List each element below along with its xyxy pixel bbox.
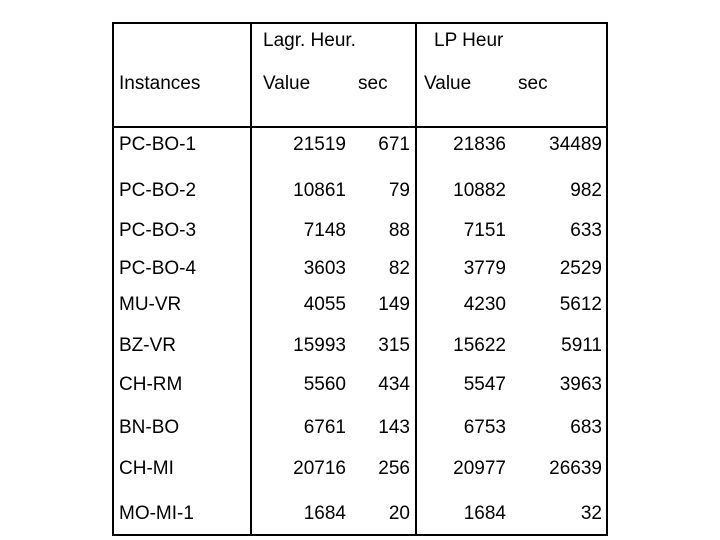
- header-lp-sec: sec: [518, 73, 548, 94]
- row-lagr-value: 3603: [303, 258, 346, 279]
- row-lagr-sec: 88: [388, 220, 410, 241]
- row-lp-sec: 5911: [561, 335, 602, 356]
- row-lagr-sec: 315: [378, 335, 410, 356]
- row-lagr-sec: 143: [378, 417, 410, 438]
- row-lp-value: 5547: [463, 374, 506, 395]
- column-divider-lagr-lp: [415, 24, 417, 534]
- row-lp-sec: 34489: [549, 134, 602, 155]
- row-instance: PC-BO-1: [119, 134, 197, 155]
- row-lagr-value: 4055: [303, 294, 346, 315]
- results-table: [112, 22, 608, 536]
- header-instances: Instances: [119, 73, 201, 94]
- row-instance: BZ-VR: [119, 335, 176, 356]
- row-lagr-value: 6761: [303, 417, 346, 438]
- row-lp-sec: 3963: [559, 374, 602, 395]
- row-lp-value: 20977: [453, 458, 506, 479]
- row-lp-sec: 683: [570, 417, 602, 438]
- row-lp-sec: 633: [570, 220, 602, 241]
- row-lagr-value: 7148: [303, 220, 346, 241]
- row-lp-value: 1684: [463, 503, 506, 524]
- row-instance: PC-BO-4: [119, 258, 197, 279]
- row-lagr-value: 21519: [293, 134, 346, 155]
- row-lagr-sec: 149: [378, 294, 410, 315]
- header-group-lagr-heur: Lagr. Heur.: [263, 30, 356, 51]
- header-group-lp-heur: LP Heur: [434, 30, 504, 51]
- header-lp-value: Value: [424, 73, 472, 94]
- row-lp-sec: 2529: [559, 258, 602, 279]
- row-instance: MU-VR: [119, 294, 182, 315]
- column-divider-instances: [250, 24, 252, 534]
- row-lp-sec: 5612: [559, 294, 602, 315]
- row-lagr-sec: 79: [388, 180, 410, 201]
- row-lp-value: 7151: [463, 220, 506, 241]
- row-lagr-value: 5560: [303, 374, 346, 395]
- row-instance: CH-RM: [119, 374, 183, 395]
- row-instance: CH-MI: [119, 458, 174, 479]
- row-lp-value: 10882: [453, 180, 506, 201]
- row-lp-sec: 32: [580, 503, 602, 524]
- row-instance: PC-BO-3: [119, 220, 197, 241]
- row-lagr-value: 15993: [293, 335, 346, 356]
- row-lp-value: 21836: [453, 134, 506, 155]
- header-lagr-sec: sec: [358, 73, 388, 94]
- header-lagr-value: Value: [263, 73, 311, 94]
- row-lp-value: 15622: [453, 335, 506, 356]
- row-lp-sec: 26639: [549, 458, 602, 479]
- row-lagr-value: 20716: [293, 458, 346, 479]
- row-lagr-sec: 671: [378, 134, 410, 155]
- row-lagr-value: 1684: [303, 503, 346, 524]
- row-instance: PC-BO-2: [119, 180, 197, 201]
- row-lagr-sec: 256: [378, 458, 410, 479]
- row-instance: MO-MI-1: [119, 503, 194, 524]
- row-instance: BN-BO: [119, 417, 180, 438]
- row-lagr-sec: 434: [378, 374, 410, 395]
- row-lagr-sec: 82: [388, 258, 410, 279]
- row-lagr-value: 10861: [293, 180, 346, 201]
- row-lp-value: 3779: [463, 258, 506, 279]
- row-lp-sec: 982: [570, 180, 602, 201]
- header-divider: [114, 126, 606, 128]
- row-lp-value: 4230: [463, 294, 506, 315]
- row-lp-value: 6753: [463, 417, 506, 438]
- row-lagr-sec: 20: [388, 503, 410, 524]
